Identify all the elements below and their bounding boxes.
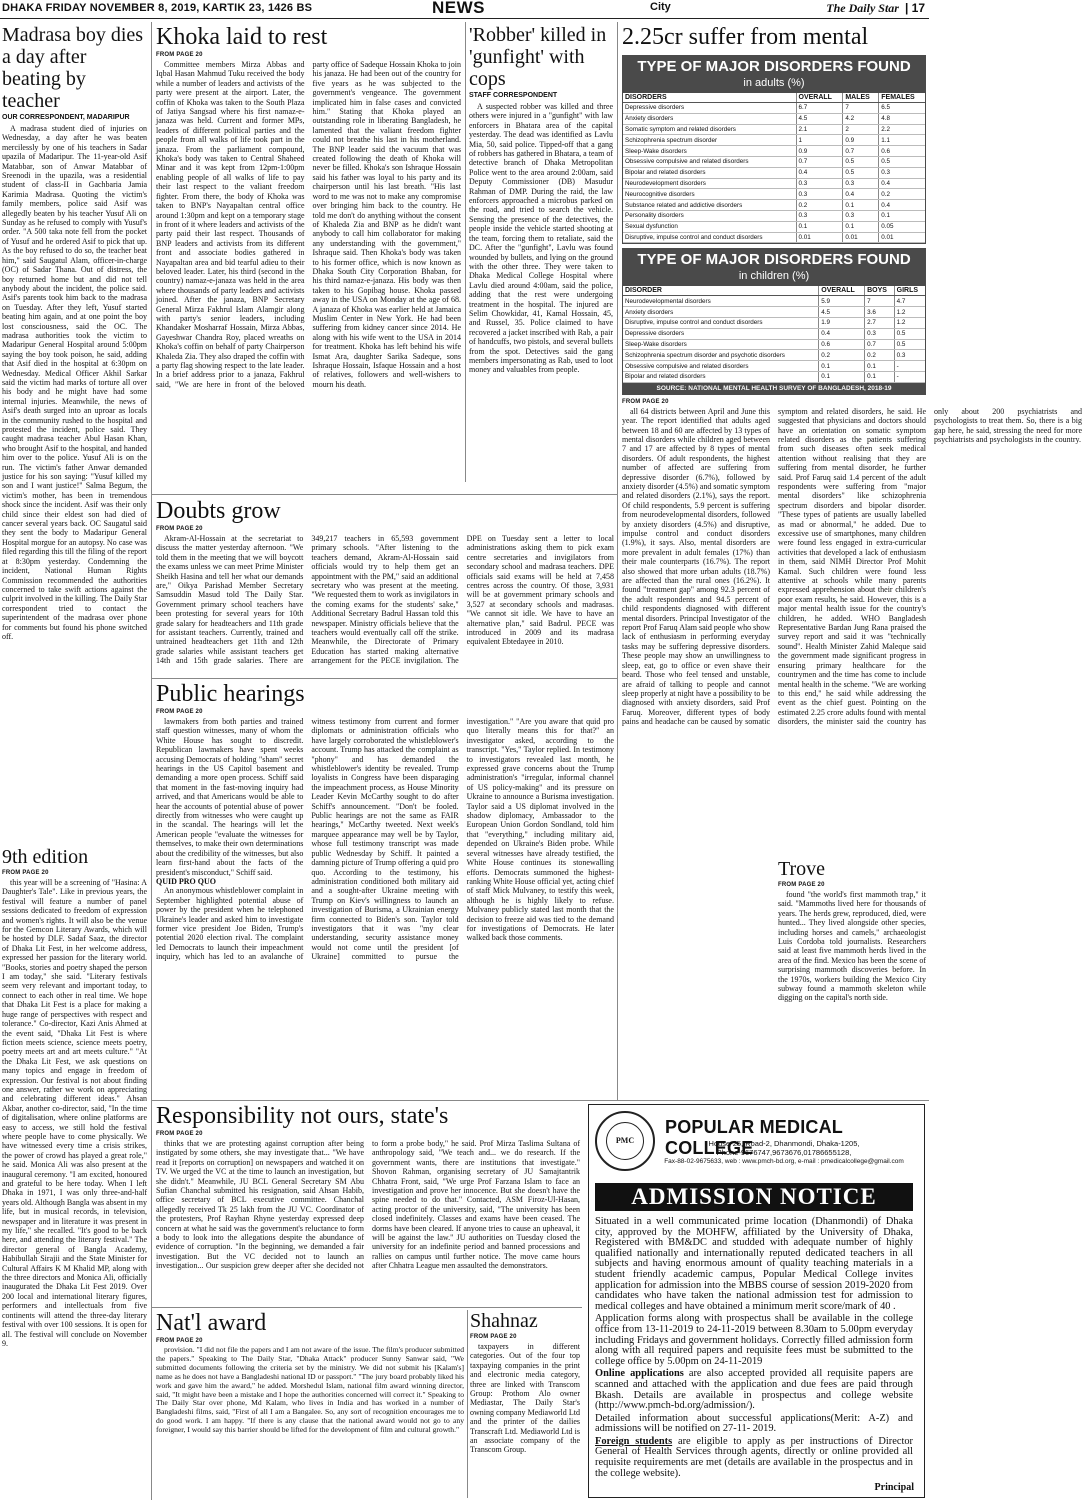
adults-table-cell: 0.3	[843, 210, 879, 221]
column-rule	[151, 22, 152, 1500]
robber-body: A suspected robber was killed and three others were injured in a "gunfight" with law enforcers in Bhatara area of the capital yesterday. The dead was identified as Lavlu Mia, 50, said police. Tipped-off that a gang of robbers has gathered in Bhatara, a team of detective branch of Dhaka Metropolitan Police went to the area around 2:00am, said Deputy Commissioner (DB) Masudur Rahman of DMP. During the raid, the law enforcers approached a microbus parked on the road, and tried to search the vehicle. Sensing the presence of the detectives, the people inside the vehicle started shooting at the team, forcing them to retaliate, said the DC. After the "gunfight", Lavlu was found wounded by bullets, and lying on the ground with the other three. They were taken to Dhaka Medical College Hospital where Lavlu died around 4:00am, said the police, adding that the rest were undergoing treatment in the hospital. The injured are Selim Chowkidar, 41, Kamal Hossain, 45, and Russel, 35. Police claimed to have recovered a jacket inscribed with Rab, a pair of handcuffs, two pistols, and several bullets from the spot. Detectives said the gang members impersonating as Rab, used to loot money and valuables from people.	[469, 102, 613, 375]
adults-table-cell: 7	[843, 103, 879, 114]
adults-table-row	[623, 167, 925, 178]
page-number-area	[826, 1, 925, 16]
children-table-cell: 0.1	[865, 371, 895, 382]
children-table-row	[623, 371, 925, 382]
adults-table-cell: 0.01	[879, 232, 925, 243]
principal-signature: Principal	[874, 1482, 914, 1493]
robber-story	[469, 24, 613, 482]
mental-health-kicker: FROM PAGE 20	[622, 398, 669, 405]
responsibility-body: thinks that we are protesting against corruption after being instigated by some others, she may investigate that... "We have read it [reports on corruption] on newspapers and watched it on TV. We urged the VC at the time to launch an investigation, but she didn't." Meanwhile, JU BCL General Secretary SM Abu Sufian Chanchal submitted his resignation, said Ahsan Habib, office secretary of BCL executive committee. Chanchal allegedly received Tk 25 lakh from the JU VC. Coordinator of the protesters, Prof Rayhan Rhyne yesterday expressed deep concern at what he said was the government's reluctance to form a body to look into the allegations despite the abundance of evidence of corruption. "In the beginning, we demanded a fair investigation. But the VC decided not to launch an investigation... Our suspicion grew deeper after she decided not to form a probe body," he said. Prof Mirza Taslima Sultana of anthropology said, "We teach and... we do research. If the government wants, there are institutions that investigate." Shovon Rahman, organising secretary of JU Samajtantrik Chhatra Front, said, "We urge Prof Farzana Islam to face an investigation and prove her innocence. But she doesn't have the spine needed to do that." Contacted, ASM Firoz-Ul-Hasan, acting proctor of the university, said, "The university has been closed indefinitely. Classes and exams have been ceased. The dorms have been cleared. If anyone tries to cause an upheaval, it will be against the law." JU authorities on Tuesday closed the university for an indefinite period and banned processions and rallies on campus until further notice. The move came hours after Chhatra League men assaulted the demonstrators.	[156, 1139, 580, 1271]
adults-table-cell: 0.3	[796, 210, 843, 221]
public-hearings-kicker: FROM PAGE 20	[156, 709, 203, 715]
children-table-cell: Disruptive, impulse control and conduct disorders	[623, 317, 819, 328]
madrasa-byline: OUR CORRESPONDENT, MADARIPUR	[2, 114, 130, 121]
trove-body: found "the world's first mammoth trap," it said. "Mammoths lived here for thousands of years. The herds grew, reproduced, died, were hunted... They lived alongside other species, including horses and camels," archaeologist Luis Cordoba told journalists. Researchers said at least five mammoth herds lived in the area of the find. Mexico has been the scene of surprising mammoth discoveries before. In the 1970s, workers building the Mexico City subway found a mammoth skeleton while digging on the capital's north side.	[778, 890, 926, 1003]
column-rule	[617, 22, 618, 1100]
adults-table-cell: 6.5	[879, 103, 925, 114]
khoka-story	[156, 24, 461, 490]
children-table-row	[623, 296, 925, 307]
children-disorders-table	[622, 248, 926, 394]
children-table-header-cell: GIRLS	[894, 286, 925, 296]
children-table-cell: 7	[865, 296, 895, 307]
adults-table-cell: Sexual dysfunction	[623, 221, 796, 232]
adults-table-cell: Neurocognitive disorders	[623, 189, 796, 200]
khoka-body: Committee members Mirza Abbas and Iqbal Hasan Mahmud Tuku received the body while a number of leaders and activists of the party were present at the airport. Later, the coffin of Khoka was taken to the South Plaza of Jatiya Sangsad where his first namaz-e-janaza was held. Current and former MPs, leaders of different political parties and the people from all walks of life took part in the janaza. From the parliament compound, Khoka's body was taken to Central Shaheed Minar and it was kept from 12pm-1:00pm enabling people of all walks of life to pay their last respect to the valiant freedom fighter. From there, the body of Khoka was taken to BNP's Nayapaltan central office around 1:30pm and kept on a temporary stage in front of it where leaders and activists of the party paid their last respect. Thousands of BNP leaders and activists from its different front and associate bodies gathered in Nayapaltan area and bid tearful adieu to their beloved leader. Later, his third (second in the country) namaz-e-janaza was held in the area where thousands of party leaders and activists joined. After the janaza, BNP Secretary General Mirza Fakhrul Islam Alamgir along with party's senior leaders, including Khandaker Mosharraf Hossain, Mirza Abbas, Gayeshwar Chandra Roy, placed wreaths on Khoka's coffin on behalf of party Chairperson Khaleda Zia. They also draped the coffin with a party flag showing respect to the late leader. In a brief address prior to a janaza, Fakhrul said, "We are here in front of the beloved party office of Sadeque Hossain Khoka to join his janaza. He had been out of the country for five years as he was subjected to the government's vengeance. The government implicated him in false cases and convicted him." Stating that Khoka played an outstanding role in liberating Bangladesh, he lamented that the valiant freedom fighter could not breathe his last in his motherland. The BNP leader said the vacuum that was created following the death of Khoka will never be filled. Khoka's son Ishraque Hossain said his father was loyal to his party and its chairperson until his last breath. "His last word to me was not to make any compromise over bringing him back to the country. He told me don't do anything without the consent of Khaleda Zia and BNP as he didn't want anybody to call him collaborator for making any understanding with the government," Ishraque said. Then Khoka's body was taken to his former office, which is now known as Dhaka South City Corporation Bhaban, for his third namaz-e-janaza. His body was then taken to his Gopibag house. Khoka passed away in the USA on Monday at the age of 68. A janaza of Khoka was earlier held at Jamaica Muslim Center in New York. He had been suffering from kidney cancer since 2014. He along with his wife went to the USA in 2014 for treatment. Khoka has left behind his wife Ismat Ara, daughter Sarika Sadeque, sons Ishraque Hossain, Isfaque Hossain and a host of relatives, followers and well-wishers to mourn his death.	[156, 60, 461, 389]
children-table-row	[623, 328, 925, 339]
responsibility-kicker: FROM PAGE 20	[156, 1131, 203, 1137]
adults-table	[623, 93, 925, 243]
adults-table-cell: 0.4	[879, 200, 925, 211]
college-address: House-25, Road-2, Dhanmondi, Dhaka-1205, Phone-9676747,9673676,01786655128, Fax-88-02-9675633, web : www.pmch-bd.org, e-mail : pmedicalcollege@gmail.com	[664, 1139, 904, 1165]
children-table-cell: Schizophrenia spectrum disorder and psychotic disorders	[623, 350, 819, 361]
adults-table-cell: 6.7	[796, 103, 843, 114]
adults-table-cell: 0.9	[796, 146, 843, 157]
adults-table-row	[623, 221, 925, 232]
ninth-edition-body: this year will be a screening of "Hasina: A Daughter's Tale". Like in previous years, the festival will feature a number of panel sessions dedicated to freedom of expression and women's rights. It will also be the venue for the Gemcon Literary Awards, which will be hosted by DLF. Sadaf Saaz, the director of Dhaka Lit Fest, in her welcome address, expressed her passion for the literary world. "Books, stories and poetry shaped the person I am today," she said. "Literary festivals seem very relevant and important today, to connect to each other in real time. We hope that Dhaka Lit Fest is a place for making a huge range of perspectives with respect and tolerance." Co-director, Kazi Anis Ahmed at the event said, "Dhaka Lit Fest is where fiction meets science, science meets poetry, poetry meets art and art meets culture." "At the Dhaka Lit Fest, we ask questions on many topics and engage in freedom of expression. Our festival is not about finding one answer, rather we work on appreciating and celebrating different ideas." Ahsan Akbar, another co-director, said, "In the time of digitalisation, where online platforms are easy to access, we still hold the festival where people have to come physically. We have witnessed every time a crisis strikes, the power of crowd has played a great role," he said. Monica Ali was also present at the inaugural ceremony. "I am excited, honoured and grateful to be here today. When I left Dhaka in 1971, I was only three-and-half years old. Although Bangla was absent in my life, but in musical records, in television, newspaper and in literature it was present in my life," she recalled. "It's good to be back here, and attending the literary festival." The director general of Bangla Academy, Habibullah Sirajii and the State Minister for Cultural Affairs K M Khalid MP, along with the three directors and Monica Ali, officially inaugurated the Dhaka Lit Fest 2019. Over 200 local and international literary figures, performers and intellectuals from five continents will attend the three-day literary festival with over 100 sessions. It is open for all. The festival will conclude on November 9.	[2, 878, 147, 1348]
table-source-note: SOURCE: NATIONAL MENTAL HEALTH SURVEY OF BANGLADESH, 2018-19	[623, 383, 925, 394]
adults-table-cell: 0.05	[879, 221, 925, 232]
shahnaz-headline: Shahnaz	[470, 1310, 538, 1332]
subsection-name: City	[650, 1, 671, 13]
children-table-subtitle: in children (%)	[623, 269, 925, 286]
children-table-cell: -	[894, 371, 925, 382]
adults-table-cell: 0.01	[796, 232, 843, 243]
ninth-edition-kicker: FROM PAGE 20	[2, 870, 49, 876]
adults-table-cell: 0.5	[843, 156, 879, 167]
adults-table-row	[623, 103, 925, 114]
children-table-row	[623, 317, 925, 328]
adults-table-cell: Personality disorders	[623, 210, 796, 221]
children-table-cell: 0.2	[865, 350, 895, 361]
robber-byline: STAFF CORRESPONDENT	[469, 92, 558, 99]
children-table-cell: Bipolar and related disorders	[623, 371, 819, 382]
adults-table-cell: 0.1	[796, 221, 843, 232]
adults-table-row	[623, 113, 925, 124]
adults-table-cell: 0.3	[843, 178, 879, 189]
adults-table-cell: 0.3	[879, 167, 925, 178]
adults-table-cell: Depressive disorders	[623, 103, 796, 114]
adults-table-cell: Anxiety disorders	[623, 113, 796, 124]
adults-table-cell: 2	[843, 124, 879, 135]
adults-table-row	[623, 156, 925, 167]
children-table-cell: -	[894, 361, 925, 372]
children-table-header-cell: BOYS	[865, 286, 895, 296]
children-table-cell: Obsessive compulsive and related disorders	[623, 361, 819, 372]
children-table	[623, 286, 925, 382]
shahnaz-kicker: FROM PAGE 20	[470, 1334, 517, 1340]
responsibility-story	[156, 1103, 580, 1303]
adults-table-cell: Disruptive, impulse control and conduct disorders	[623, 232, 796, 243]
children-table-cell: 0.5	[894, 328, 925, 339]
adults-table-cell: 0.4	[843, 189, 879, 200]
adults-table-cell: 0.1	[843, 200, 879, 211]
adults-table-cell: Somatic symptom and related disorders	[623, 124, 796, 135]
children-table-row	[623, 307, 925, 318]
adults-disorders-table	[622, 55, 926, 244]
row-rule	[152, 678, 617, 679]
adults-table-cell: 2.1	[796, 124, 843, 135]
adults-table-cell: Obsessive compulsive and related disorders	[623, 156, 796, 167]
adults-table-cell: 0.6	[879, 146, 925, 157]
children-table-header-cell: DISORDER	[623, 286, 819, 296]
adults-table-cell: 0.5	[879, 156, 925, 167]
adults-table-row	[623, 232, 925, 243]
children-table-cell: 0.4	[819, 328, 865, 339]
adults-table-cell: 0.3	[796, 189, 843, 200]
children-table-row	[623, 350, 925, 361]
children-table-cell: Sleep-Wake disorders	[623, 339, 819, 350]
khoka-headline: Khoka laid to rest	[156, 24, 328, 50]
adults-table-row	[623, 200, 925, 211]
children-table-cell: 2.7	[865, 317, 895, 328]
mental-health-body: all 64 districts between April and June this year. The report identified that adults aged between 18 and 60 are affected by 13 types of mental disorders while children aged between 7 and 17 are affected by 8 types of mental disorders. Of adult respondents, the highest number of affected are suffering from depressive disorder (6.7%), followed by anxiety disorder (4.5%) and somatic symptom and related disorders (2.1%), says the report. Of child respondents, 5.9 percent is suffering from neurodevelopmental disorders, followed by anxiety disorders (4.5%) and disruptive, impulse control and conduct disorders (1.9%), it says. Also, mental disorders are more prevalent in adult females (17%) than their male counterparts (16.7%). The report also showed that more urban adults (18.7%) are affected than the rural ones (16.2%). It found "treatment gap" among 92.3 percent of the adult respondents and 94.5 percent of child respondents diagnosed with different mental disorders. Principal Investigator of the report Prof Faruq Alam said people who show lack of enthusiasm in performing everyday tasks may be suffering depressive disorders. These people may show an unwillingness to sleep, eat, go to office or even shave their beard. Those who feel tensed and unstable, are afraid of talking to people and cannot sleep properly at night have a possibility to be diagnosed with anxiety disorders, said Prof Faruq. Moreover, different types of body pains and headache can be caused by somatic symptom and related disorders, he said. He suggested that physicians and doctors should have an orientation on somatic symptom related disorders as the patients suffering from such diseases often seek medical attention without realising that they are suffering from mental disorder, he further said. Prof Faruq said 1.4 percent of the adult respondents were suffering from "major mental disorders" like schizophrenia spectrum disorders and bipolar disorder. "These types of patients are usually labelled as mad or abnormal," he added. Due to excessive use of smartphones, many children were found less engaged in extra-curricular activities that developed a lack of enthusiasm in them, said NIMH Director Prof Mohit Kamal. Such children were found less attentive at schools while many parents expressed apprehension about their children's poor exam results, he said. However, this is a major mental health issue for the country's children, he added. WHO Bangladesh Representative Bardan Jung Rana praised the survey report and said it was "technically sound". Health Minister Zahid Maleque said the government made significant progress in ensuring primary healthcare for the countrymen and the time has come to include mental health in the scheme. "We are working to this end," he said while addressing the event as the chief guest. Pointing on the estimated 2.25 crore adults found with mental disorders, the minister said the country has only about 200 psychiatrists and psychologists to treat them. So, there is a big gap here, he said, stressing the need for more psychiatrists and psychologists in the country.	[622, 406, 1082, 727]
adults-table-cell: 0.7	[796, 156, 843, 167]
adults-table-cell: 0.4	[796, 167, 843, 178]
trove-story	[778, 858, 926, 1096]
adults-table-row	[623, 135, 925, 146]
ninth-edition-headline: 9th edition	[2, 846, 89, 868]
children-table-cell: 0.1	[819, 361, 865, 372]
adults-table-cell: Schizophrenia spectrum disorder	[623, 135, 796, 146]
shahnaz-body: taxpayers in different categories. Out of the four top taxpaying companies in the print and electronic media category, three are linked with Transcom Group: Prothom Alo owner Mediastar, The Daily Star's owning company Mediaworld Ltd and the printer of the dailies Transcraft Ltd. Mediaworld Ltd is an associate company of the Transcom Group.	[470, 1342, 580, 1455]
adults-table-cell: 4.8	[879, 113, 925, 124]
trove-kicker: FROM PAGE 20	[778, 882, 825, 888]
children-table-cell: 1.2	[894, 317, 925, 328]
children-table-cell: 0.3	[865, 328, 895, 339]
admission-body: Situated in a well communicated prime location (Dhanmondi) of Dhaka city, approved by the MOHFW, affiliated by the University of Dhaka, Registered with BM&DC and studded with adequate number of highly qualified nationally and internationally reputed dedicated teachers in all subjects and having enormous amount of quality teaching materials in a student friendly academic campus, Popular Medical College invites application for admission into the MBBS course of session 2019-2020 from candidates who have taken the national admission test for admission to medical colleges and have obtained a minimum merit score/mark of 40 . Application forms along with prospectus shall be available in the college office from 13-11-2019 to 24-11-2019 between 8.30am to 5.00pm everyday including Fridays and government holidays. Correctly filled admission form along with all required papers and requisite fees must be submitted to the college office by 5.00pm on 24-11-2019 Online applications are also accepted provided all requisite papers are scanned and attached with the application and due fees are paid through Bkash. Details are available in prospectus and college website (http://www.pmch-bd.org/admission/). Detailed information about successful applications(Merit: A-Z) and admissions will be notified on 27-11- 2019. Foreign students are eligible to apply as per instructions of Director General of Health Services through agents, directly or online provided all requisite requirements are met (details are available in the prospectus and in the college website).	[595, 1216, 913, 1479]
adults-table-cell: 0.9	[843, 135, 879, 146]
children-table-cell: 0.1	[819, 371, 865, 382]
mental-health-headline: 2.25cr suffer from mental	[622, 24, 869, 50]
adults-table-cell: Sleep-Wake disorders	[623, 146, 796, 157]
adults-table-cell: Neurodevelopment disorders	[623, 178, 796, 189]
adults-table-header-cell: MALES	[843, 93, 879, 103]
adults-table-header-cell: OVERALL	[796, 93, 843, 103]
robber-headline: 'Robber' killed in 'gunfight' with cops	[469, 24, 607, 90]
khoka-kicker: FROM PAGE 20	[156, 52, 203, 58]
adults-table-title: TYPE OF MAJOR DISORDERS FOUND	[623, 56, 925, 76]
adults-table-row	[623, 189, 925, 200]
section-name: NEWS	[432, 0, 485, 17]
public-hearings-subhead: QUID PRO QUO	[156, 876, 216, 886]
children-table-cell: Anxiety disorders	[623, 307, 819, 318]
adults-table-cell: 0.3	[796, 178, 843, 189]
adults-table-cell: 0.2	[796, 200, 843, 211]
newspaper-logo: The Daily Star	[826, 1, 899, 15]
masthead	[0, 0, 929, 19]
row-rule	[152, 494, 617, 495]
adults-table-cell: 0.2	[879, 189, 925, 200]
adults-table-cell: 0.7	[843, 146, 879, 157]
adults-table-cell: 2.2	[879, 124, 925, 135]
children-table-cell: 0.2	[819, 350, 865, 361]
ninth-edition-story	[2, 846, 147, 1498]
public-hearings-headline: Public hearings	[156, 681, 305, 707]
adults-table-row	[623, 178, 925, 189]
adults-table-row	[623, 210, 925, 221]
children-table-cell: 0.6	[819, 339, 865, 350]
children-table-cell: 4.7	[894, 296, 925, 307]
responsibility-headline: Responsibility not ours, state's	[156, 1103, 449, 1129]
madrasa-body: A madrasa student died of injuries on Wednesday, a day after he was beaten mercilessly by one of his teachers in Sadar upazila of Madaripur. The 11-year-old Asif Matabbar, son of Anwar Matabbar of Sreenodi in the upazila, was a residential student of class-II in Gachbaria Jamia Karimia Madrasa. Quoting the victim's family members, police said Asif was allegedly beaten by his teacher Yusuf Ali on Sunday as he refused to comply with Yusuf's order. "A 500 taka note fell from the pocket of Yusuf and he ordered Asif to pick that up. As the boy refused to do so, the teacher beat him," said Saugatul Alam, officer-in-charge (OC) of Sadar Thana. Out of distress, the boy returned home but and did not tell anybody about the incident, the police said. Asif's parents took him back to the madrasa on Tuesday. After they left, Yusuf started beating him again, and at one point the boy lost consciousness, said the OC. The madrasa authorities took the victim to Madaripur General Hospital around 5:00pm saying the boy took poison, he said, adding that Asif died in the hospital at 6:30pm on Wednesday. Medical Officer Akhil Sarkar said the victim had marks of torture all over his body and he might have had some internal injuries. Meanwhile, the news of Asif's death surged into an uproar as locals in the community rushed to the hospital and protested the incident, police said. They caught madrasa teacher Abul Hasan Khan, who brought Asif to the hospital, and handed him over to the police. Yusuf Ali is on the run. The victim's father Anwar demanded justice for his son saying: "Yusuf killed my son and I want justice!" Salma Begum, the victim's mother, has been in tremendous shock since the incident. Asif was their only child since their eldest son had died of cancer several years back. OC Saugatul said they sent the body to Madaripur General Hospital morgue for an autopsy. No case was filed regarding this till the filing of the report at 8:30pm yesterday. Condemning the incident, National Human Rights Commission recommended the authorities concerned to take swift actions against the culprit involved in the killing. The Daily Star correspondent tried to contact the superintendent of the madrasa over phone for comments but found his phone switched off.	[2, 124, 147, 641]
children-table-cell: 0.1	[865, 361, 895, 372]
children-table-cell: 0.7	[865, 339, 895, 350]
row-rule	[152, 1100, 929, 1101]
national-award-story	[156, 1310, 464, 1498]
national-award-kicker: FROM PAGE 20	[156, 1338, 203, 1344]
adults-table-cell: 0.01	[843, 232, 879, 243]
adults-table-subtitle: in adults (%)	[623, 76, 925, 93]
adults-table-cell: 4.5	[796, 113, 843, 124]
public-hearings-story	[156, 681, 614, 1096]
doubts-grow-headline: Doubts grow	[156, 498, 281, 524]
adults-table-header-cell: DISORDERS	[623, 93, 796, 103]
children-table-row	[623, 361, 925, 372]
children-table-cell: 0.3	[894, 350, 925, 361]
children-table-cell: 1.9	[819, 317, 865, 328]
adults-table-cell: Substance related and addictive disorders	[623, 200, 796, 211]
public-hearings-body: lawmakers from both parties and trained staff question witnesses, many of whom the White House has sought to discredit. Republican lawmakers have spent weeks accusing Democrats of holding "sham" secret hearings in the US Capitol basement and demanding a more open process. Schiff said that moment in the fast-moving inquiry had arrived, and that Americans would be able to hear the accounts of potential abuse of power directly from witnesses who were caught up in the scandal. The hearings will let the American people "evaluate the witnesses for themselves, to make their own determinations about the credibility of the witnesses, but also learn first-hand about the facts of the president's misconduct," Schiff said. QUID PRO QUO An anonymous whistleblower complaint in September highlighted potential abuse of power by the president when he telephoned Ukraine's leader and asked him to investigate former vice president Joe Biden, Trump's potential 2020 election rival. The complaint led Democrats to launch their impeachment inquiry, which has led to an avalanche of witness testimony from current and former diplomats or administration officials who have largely corroborated the whistleblower's account. Trump has attacked the complaint as "phony" and has demanded the whistleblower's identity be revealed. Trump loyalists in Congress have been disparaging the impeachment process, as House Minority Leader Kevin McCarthy sought to do after Schiff's announcement. "Don't be fooled. Public hearings are not the same as FAIR hearings," McCarthy tweeted. Next week's marquee appearance may well be by Taylor, whose full testimony transcript was made public Wednesday by Schiff. It painted a damning picture of Trump offering a quid pro quo. According to the testimony, his administration conditioned both military aid and a sought-after Ukraine meeting with Trump on Kiev's willingness to launch an investigation of Burisma, a Ukrainian energy firm connected to Biden's son. Taylor told investigators that it was "my clear understanding, security assistance money would not come until the president [of Ukraine] committed to pursue the investigation." "Are you aware that quid pro quo literally means this for that?" an investigator asked, according to the transcript. "Yes," Taylor replied. In testimony to investigators revealed last month, he expressed grave concerns about the Trump administration's "irregular, informal channel of US policy-making" and its pressure on Ukraine to announce a Burisma investigation. Taylor said a US diplomat involved in the shadow diplomacy, Ambassador to the European Union Gordon Sondland, told him that "everything," including military aid, depended on Ukraine's Biden probe. While several witnesses have already testified, the White House continues its stonewalling efforts. Democrats summoned the highest-ranking White House official yet, acting chief of staff Mick Mulvaney, to testify this week, although he is highly likely to refuse. Mulvaney publicly stated last month that the decision to freeze aid was tied to the demand for investigations of Democrats. He later walked back those comments.	[156, 717, 614, 962]
adults-table-row	[623, 146, 925, 157]
adults-table-cell: 0.5	[843, 167, 879, 178]
adults-table-cell: 1.1	[879, 135, 925, 146]
children-table-cell: Depressive disorders	[623, 328, 819, 339]
adults-table-cell: 1	[796, 135, 843, 146]
children-table-cell: 4.5	[819, 307, 865, 318]
children-table-title: TYPE OF MAJOR DISORDERS FOUND	[623, 249, 925, 269]
admission-banner: ADMISSION NOTICE	[595, 1183, 913, 1211]
children-table-cell: 0.5	[894, 339, 925, 350]
row-rule	[152, 1307, 582, 1308]
national-award-headline: Nat'l award	[156, 1310, 267, 1336]
children-table-header-cell: OVERALL	[819, 286, 865, 296]
shahnaz-story	[470, 1310, 580, 1498]
children-table-cell: 1.2	[894, 307, 925, 318]
children-table-row	[623, 339, 925, 350]
adults-table-cell: 0.1	[843, 221, 879, 232]
children-table-cell: 3.6	[865, 307, 895, 318]
adults-table-cell: 0.4	[879, 178, 925, 189]
column-rule	[465, 22, 466, 482]
trove-headline: Trove	[778, 858, 826, 880]
doubts-grow-story	[156, 498, 614, 674]
adults-table-header-cell: FEMALES	[879, 93, 925, 103]
children-table-cell: 5.9	[819, 296, 865, 307]
children-table-cell: Neurodevelopmental disorders	[623, 296, 819, 307]
madrasa-headline: Madrasa boy dies a day after beating by teacher	[2, 24, 144, 112]
adults-table-row	[623, 124, 925, 135]
adults-table-cell: Bipolar and related disorders	[623, 167, 796, 178]
doubts-grow-kicker: FROM PAGE 20	[156, 526, 203, 532]
college-logo: PMC	[595, 1111, 655, 1171]
college-name: POPULAR MEDICAL COLLEGE	[665, 1117, 843, 1158]
page-number: | 17	[904, 1, 925, 15]
admission-advertisement	[588, 1104, 925, 1498]
madrasa-story	[2, 24, 147, 834]
column-rule	[467, 1310, 468, 1498]
date-line: DHAKA FRIDAY NOVEMBER 8, 2019, KARTIK 23, 1426 BS	[2, 2, 313, 14]
national-award-body: provision. "I did not file the papers and I am not aware of the issue. The film's producer submitted the papers." Speaking to The Daily Star, "Dhaka Attack" producer Sunny Sanwar said, "We submitted documents following the criteria set by the ministry. We did not submit his [Kalam's] name as he does not have a Bangladeshi national ID or passport." "The jury board probably liked his work and gave him the award," he added. Morshedul Islam, national film award winning director, said, "It might have been a mistake and I hope the authorities concerned will correct it." Speaking to The Daily Star over phone, Md Kalam, who lives in India and has worked in a number of Bangladeshi films, said, "First of all I am a Bangalee. So, any sort of recognition encourages me to do good work. I am happy. "If there is any clause that the national award would not go to any foreigner, I would say this barrier should be lifted for the development of film and cultural growth."	[156, 1345, 464, 1435]
adults-table-cell: 0.1	[879, 210, 925, 221]
adults-table-cell: 4.2	[843, 113, 879, 124]
doubts-grow-body: Akram-Al-Hossain at the secretariat to discuss the matter yesterday afternoon. "We told them in the meeting that we will boycott the exams unless we can meet Prime Minister Sheikh Hasina and tell her what our demands are," Oikya Parishad Member Secretary Samsuddin Masud told The Daily Star. Government primary school teachers have been protesting for several years for 10th grade salary for headteachers and 11th grade for assistant teachers. Currently, trained and untrained headteachers get 11th and 12th grade salaries while assistant teachers get 14th and 15th grade salaries. There are 349,217 teachers in 65,593 government primary schools. "After listening to the teachers demand, Akram-Al-Hossain said officials would try to help them get an appointment with the PM," said an additional secretary who was present at the meeting. "We requested them to work as invigilators in the coming exams for the students' sake," Additional Secretary Badrul Hassan told this newspaper. Ministry officials believe that the teachers would eventually call off the strike. Meanwhile, the Directorate of Primary Education has started making alternative arrangement for the PECE invigilation. The DPE on Tuesday sent a letter to local administrations asking them to pick exam centre secretaries and invigilators from secondary school and madrasa teachers. DPE officials said exams will be held at 7,458 centres across the country. Of those, 3,931 will be at government primary schools and 3,527 at secondary schools and madrasas. "We cannot sit idle. We have to have an alternative plan," said Badrul. PECE was introduced in 2009 and its madrasa equivalent Ebtedayee in 2010.	[156, 534, 614, 666]
